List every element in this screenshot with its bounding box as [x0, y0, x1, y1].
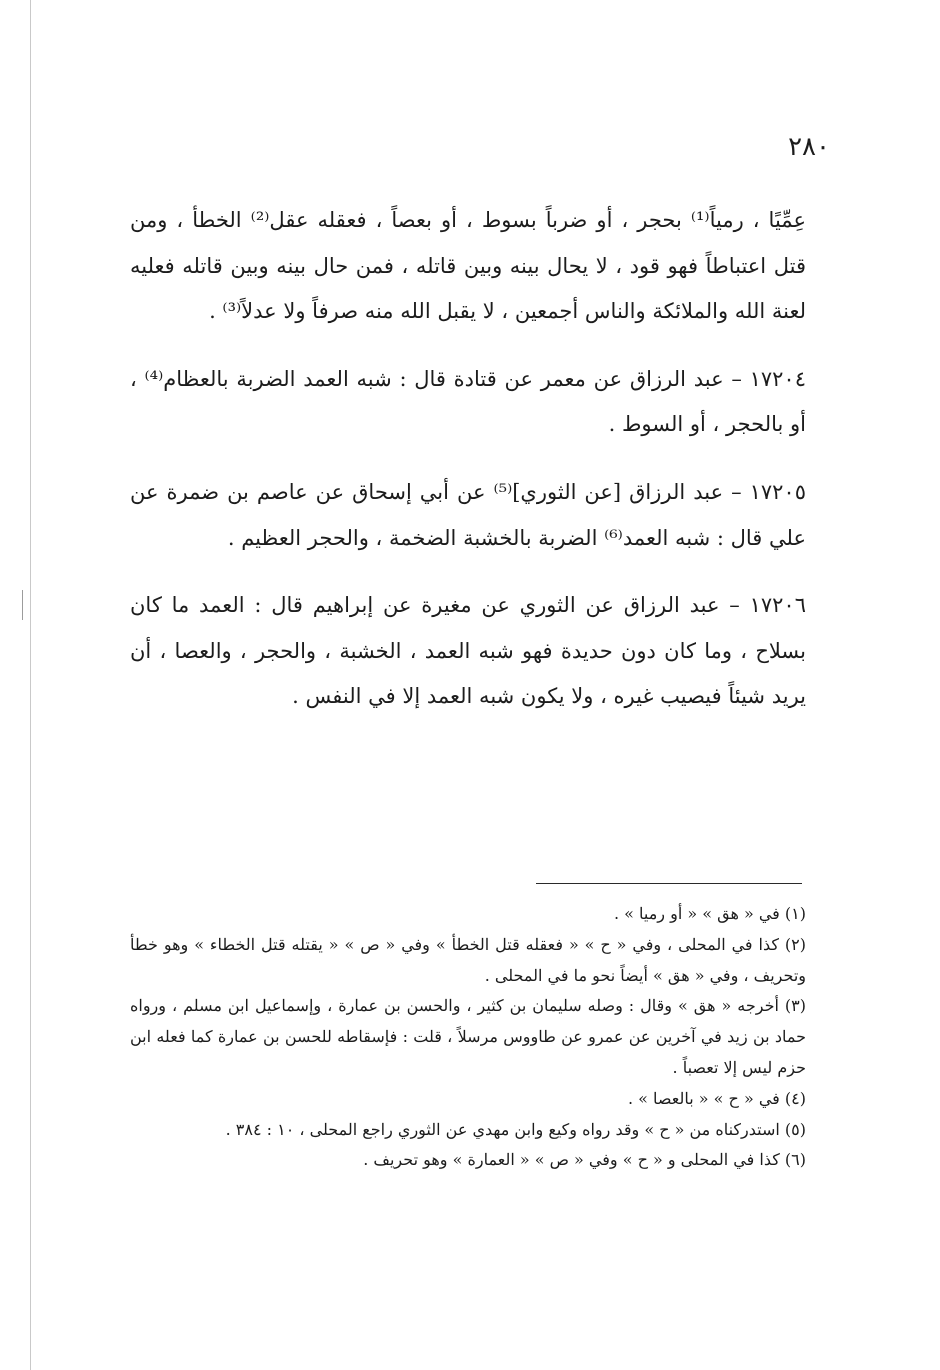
- footnote-6: (٦) كذا في المحلى و « ح » وفي « ص » « العمارة » وهو تحريف .: [363, 1150, 806, 1170]
- paragraph-continuation: عِمِّيًا ، رمياً⁽¹⁾ بحجر ، أو ضرباً بسوط ، أو بعصاً ، فعقله عقل⁽²⁾ الخطأ ، ومن قتل اعتباطاً فهو قود ، لا يحال بينه وبين قاتله ، فمن حال بينه وبين قاتله فعليه لعنة الله والملائكة والناس أجمعين ، لا يقبل الله منه صرفاً ولا عدلاً⁽³⁾ .: [130, 208, 806, 324]
- page-number: ٢٨٠: [788, 132, 830, 162]
- footnote-5: (٥) استدركناه من « ح » وقد رواه وكيع وابن مهدي عن الثوري راجع المحلى ، ١٠ : ٣٨٤ .: [225, 1119, 806, 1139]
- margin-mark: [22, 590, 23, 620]
- footnotes: [130, 899, 806, 1176]
- footnote-1: (١) في « هق » « أو رميا » .: [613, 904, 806, 923]
- footnote-3: (٣) أخرجه « هق » وقال : وصله سليمان بن كثير ، والحسن بن عمارة ، وإسماعيل ابن مسلم ، ورواه حماد بن زيد في آخرين عن عمرو عن طاووس مرسلاً ، قلت : فإسقاطه للحسن بن عمارة كما فعله ابن حزم ليس إلا تعصباً .: [130, 996, 806, 1077]
- paragraph-17205: ١٧٢٠٥ – عبد الرزاق [عن الثوري]⁽⁵⁾ عن أبي إسحاق عن عاصم بن ضمرة عن علي قال : شبه العمد⁽⁶⁾ الضربة بالخشبة الضخمة ، والحجر العظيم .: [130, 479, 806, 550]
- page-edge-line: [30, 0, 31, 1370]
- footnote-4: (٤) في « ح » « بالعصا » .: [628, 1088, 806, 1108]
- paragraph-17204: ١٧٢٠٤ – عبد الرزاق عن معمر عن قتادة قال : شبه العمد الضربة بالعظام⁽⁴⁾ ، أو بالحجر ، أو السوط .: [130, 366, 806, 437]
- main-text: [130, 198, 806, 720]
- footnote-2: (٢) كذا في المحلى ، وفي « ح » « فعقله قتل الخطأ » وفي « ص » « يقتله قتل الخطاء » وهو خطأ وتحريف ، وفي « هق » أيضاً نحو ما في المحلى .: [130, 934, 806, 985]
- paragraph-17206: ١٧٢٠٦ – عبد الرزاق عن الثوري عن مغيرة عن إبراهيم قال : العمد ما كان بسلاح ، وما كان دون حديدة فهو شبه العمد ، الخشبة ، والحجر ، والعصا ، أن يريد شيئاً فيصيب غيره ، ولا يكون شبه العمد إلا في النفس .: [130, 593, 806, 709]
- footnote-divider: [536, 883, 802, 884]
